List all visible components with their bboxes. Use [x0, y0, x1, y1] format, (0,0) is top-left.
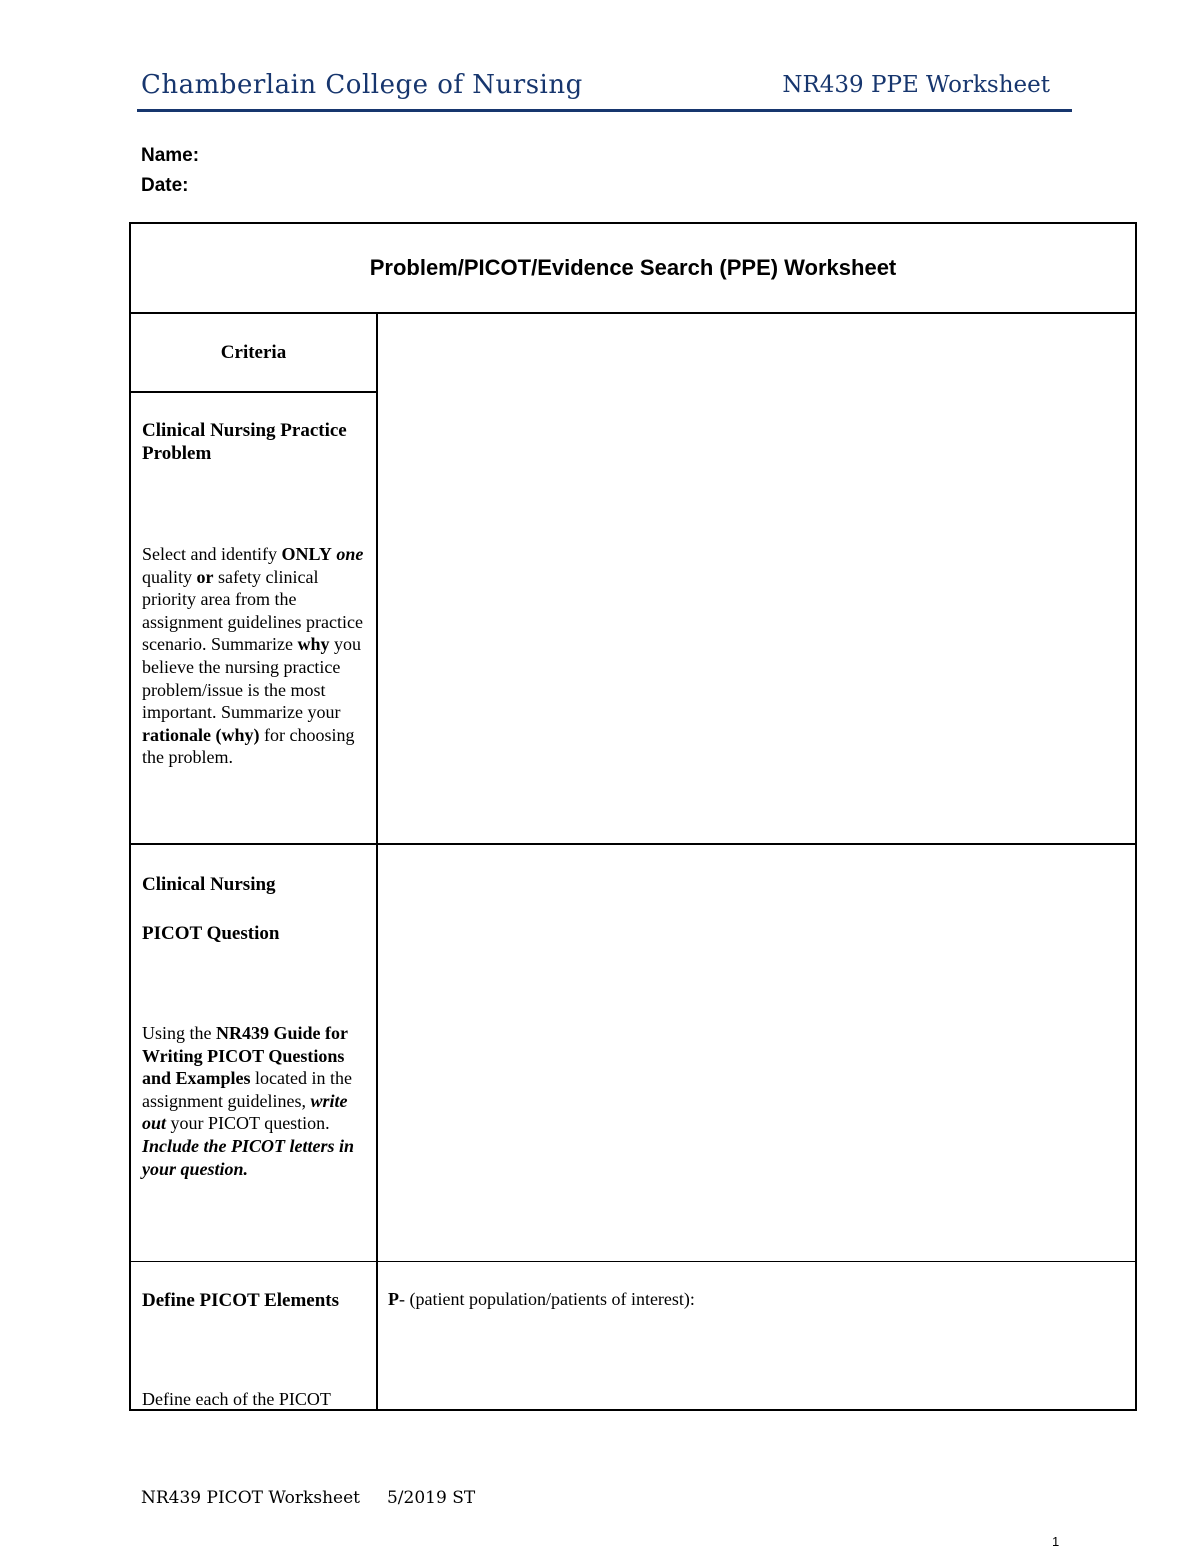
instruction-run: Select and identify — [142, 544, 282, 564]
instruction-run: or — [196, 566, 214, 587]
worksheet-title: Problem/PICOT/Evidence Search (PPE) Worksheet — [131, 224, 1135, 314]
date-label: Date: — [141, 175, 189, 196]
instruction-run: NR439 Guide for Writing PICOT Questions and Examples — [142, 1023, 348, 1089]
picot-question-response-area[interactable] — [378, 845, 1135, 1262]
instruction-run: write out — [142, 1090, 348, 1134]
instruction-run: Include the PICOT letters in your question. — [142, 1135, 355, 1179]
picot-question-instructions — [142, 1022, 366, 1180]
instruction-run: one — [336, 544, 364, 564]
criteria-practice-problem — [131, 393, 378, 845]
name-label: Name: — [141, 145, 200, 166]
picot-p-label: P — [388, 1289, 399, 1309]
college-name: Chamberlain College of Nursing — [141, 70, 583, 100]
header-divider — [137, 109, 1072, 112]
picot-question-title-line2: PICOT Question — [142, 923, 280, 944]
instruction-run: your PICOT question. — [166, 1113, 330, 1134]
picot-p-response-area[interactable] — [378, 1262, 1135, 1409]
instruction-run: for choosing the problem. — [142, 724, 355, 768]
instruction-run: you believe the nursing practice problem/issue is the most important. Summarize your — [142, 634, 361, 723]
criteria-header: Criteria — [131, 314, 378, 393]
practice-problem-title: Clinical Nursing Practice Problem — [142, 420, 347, 464]
footer-text: NR439 PICOT Worksheet 5/2019 ST — [141, 1488, 476, 1508]
criteria-picot-question — [131, 845, 378, 1262]
define-picot-instructions: Define each of the PICOT — [142, 1389, 331, 1409]
instruction-run: quality — [142, 566, 197, 587]
instruction-run: Using the — [142, 1023, 216, 1043]
instruction-run: ONLY — [281, 544, 332, 564]
define-picot-title: Define PICOT Elements — [142, 1290, 340, 1311]
instruction-run: why — [297, 634, 330, 655]
instruction-run: safety clinical priority area from the assignment guidelines practice scenario. Summarize — [142, 566, 363, 655]
picot-question-title-line1: Clinical Nursing — [142, 874, 276, 895]
page-number: 1 — [1052, 1534, 1060, 1549]
criteria-define-picot — [131, 1262, 378, 1409]
instruction-run: rationale (why) — [142, 724, 260, 745]
practice-problem-instructions — [142, 543, 366, 769]
practice-problem-response-area[interactable] — [378, 314, 1135, 845]
instruction-run: located in the assignment guidelines, — [142, 1068, 352, 1111]
document-code: NR439 PPE Worksheet — [782, 72, 1050, 98]
ppe-worksheet-table — [129, 222, 1137, 1411]
picot-p-description: - (patient population/patients of interest): — [399, 1289, 695, 1309]
